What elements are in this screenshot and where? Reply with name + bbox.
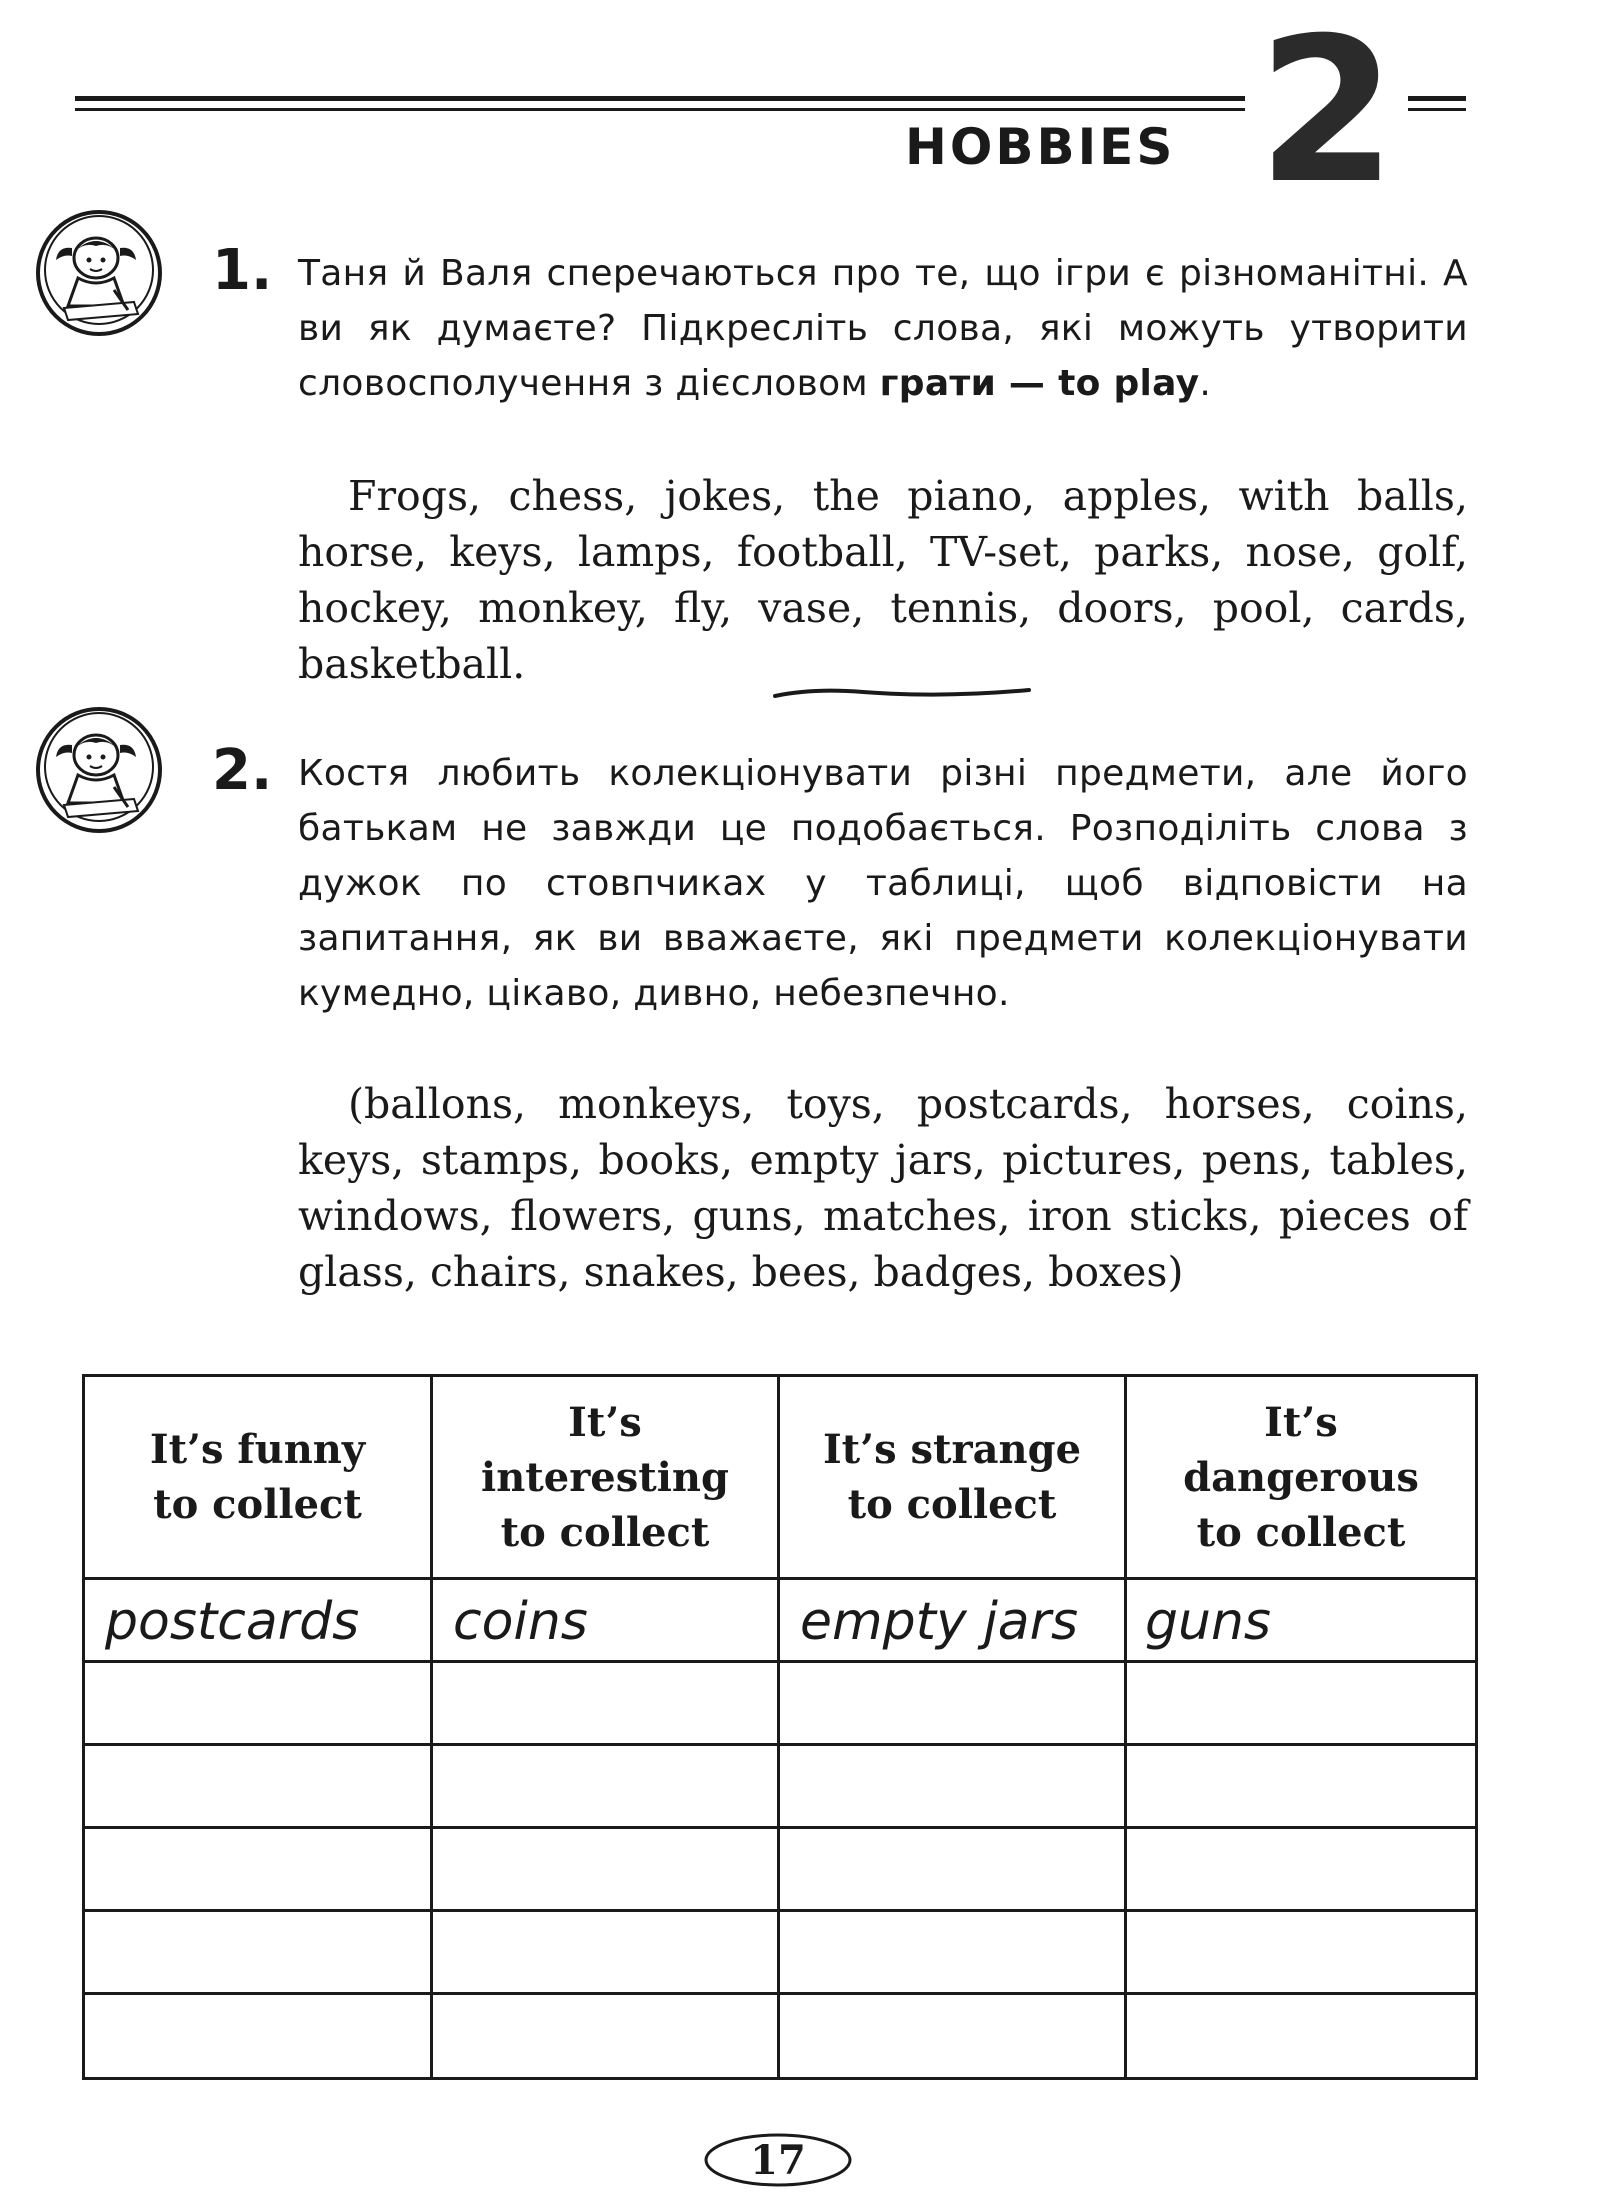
header-rule-bottom <box>75 108 1245 111</box>
exercise-2-instruction: Костя любить колекціонувати різні предмети, але його батькам не завжди це подобається. Розподіліть слова з дужок по стовпчиках у таблиці, щоб відповісти на запитання, як ви вважаєте, які предмети колекціонувати кумедно, цікаво, дивно, небезпечно. <box>298 753 1468 1014</box>
table-row-divider <box>85 1826 1475 1829</box>
handwritten-underline <box>773 682 1033 708</box>
table-header-dangerous <box>1127 1377 1475 1577</box>
exercise-1-word-list <box>298 468 1468 692</box>
table-header-dangerous-label: It’s dangerous to collect <box>1183 1398 1419 1556</box>
exercise-1-number: 1. <box>212 238 273 303</box>
header-rule-top <box>75 96 1245 101</box>
table-header-interesting-label: It’s interesting to collect <box>481 1398 729 1556</box>
collect-table <box>82 1374 1478 2080</box>
section-title: HOBBIES <box>905 118 1176 176</box>
table-row-divider <box>85 1992 1475 1995</box>
table-header-funny-label: It’s funny to collect <box>149 1426 366 1528</box>
page-number: 17 <box>750 2136 806 2184</box>
table-row-divider <box>85 1909 1475 1912</box>
table-header-interesting <box>433 1377 777 1577</box>
table-header-funny <box>85 1377 430 1577</box>
girl-writing-icon <box>34 208 164 338</box>
exercise-2-word-list <box>298 1076 1468 1300</box>
exercise-1-instruction-text: Таня й Валя сперечаються про те, що ігри є різноманітні. А ви як думаєте? Підкресліть слова, які можуть утворити словосполучення з дієсловом <box>298 253 1468 404</box>
table-row-divider <box>85 1743 1475 1746</box>
exercise-2-words: (ballons, monkeys, toys, postcards, horses, coins, keys, stamps, books, empty jars, pictures, pens, tables, windows, flowers, guns, matches, iron sticks, pieces of glass, chairs, snakes, bees, badges, boxes) <box>298 1080 1468 1296</box>
exercise-1-instruction-bold: грати — to play <box>879 363 1200 404</box>
exercise-1-words: Frogs, chess, jokes, the piano, apples, with balls, horse, keys, lamps, football, TV-set, parks, nose, golf, hockey, monkey, fly, vase, tennis, doors, pool, cards, basketball. <box>298 472 1468 688</box>
handwritten-answer-interesting[interactable]: coins <box>453 1592 588 1652</box>
table-header-strange-label: It’s strange to collect <box>822 1426 1082 1528</box>
handwritten-answer-dangerous[interactable]: guns <box>1145 1592 1272 1652</box>
table-header-strange <box>780 1377 1124 1577</box>
exercise-1-instruction <box>298 246 1468 411</box>
handwritten-answer-strange[interactable]: empty jars <box>800 1592 1079 1652</box>
exercise-1-instruction-end: . <box>1199 363 1212 404</box>
table-row-divider <box>85 1577 1475 1580</box>
girl-writing-icon <box>34 705 164 835</box>
header-rule-right-bottom <box>1408 108 1466 111</box>
exercise-2-number: 2. <box>212 738 273 803</box>
unit-number: 2 <box>1257 0 1397 228</box>
header-rule-right-top <box>1408 96 1466 101</box>
handwritten-answer-funny[interactable]: postcards <box>105 1592 360 1652</box>
